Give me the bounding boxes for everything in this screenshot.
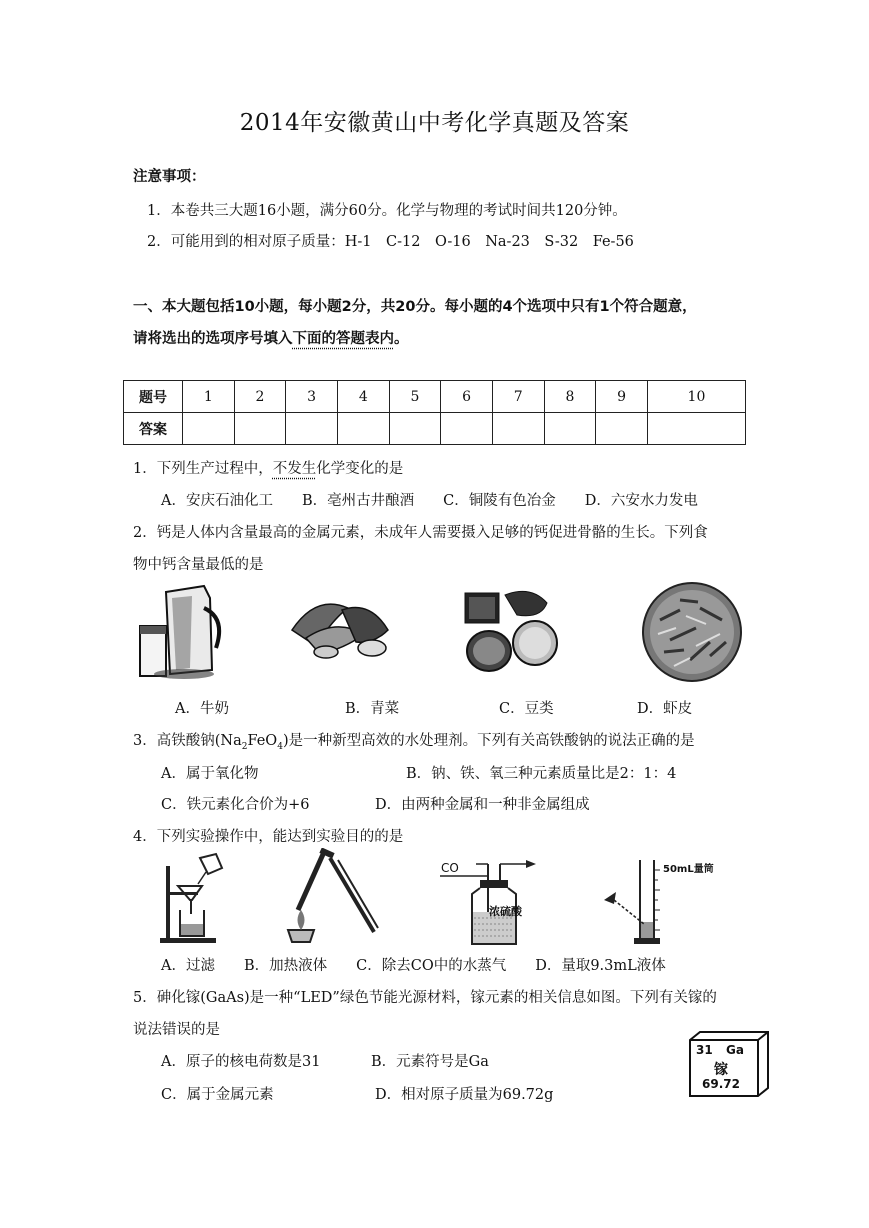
q3-stem-end: )是一种新型高效的水处理剂。下列有关高铁酸钠的说法正确的是 <box>282 733 695 749</box>
shrimp-skin-image <box>640 580 744 684</box>
q3-option-b: B．钠、铁、氧三种元素质量比是2：1：4 <box>406 766 677 782</box>
answer-cell[interactable] <box>183 413 235 445</box>
answer-cell[interactable] <box>544 413 596 445</box>
q3-subscript: 4 <box>277 741 283 752</box>
page-title: 2014年安徽黄山中考化学真题及答案 <box>239 110 630 136</box>
answer-cell[interactable] <box>492 413 544 445</box>
q1-emphasis: 不发生 <box>272 461 317 477</box>
q3-option-d: D．由两种金属和一种非金属组成 <box>375 797 590 813</box>
milk-image <box>132 578 228 682</box>
fig-acid-label: 浓硫酸 <box>489 905 522 918</box>
q5-option-c: C．属于金属元素 <box>161 1087 274 1103</box>
q3-stem-text: 3．高铁酸钠(Na <box>133 733 242 749</box>
q3-formula: FeO <box>247 733 278 749</box>
q3-subscript: 2 <box>241 741 248 752</box>
fig-co-label: CO <box>441 861 459 875</box>
answer-cell[interactable] <box>234 413 286 445</box>
question-number: 9 <box>596 381 648 413</box>
q3-option-a: A．属于氧化物 <box>161 766 259 782</box>
q3-stem <box>133 729 695 752</box>
question-number: 8 <box>544 381 596 413</box>
question-number: 4 <box>337 381 389 413</box>
row-head-number: 题号 <box>124 381 183 413</box>
periodic-element-cell <box>688 1030 770 1098</box>
q1-stem-text: 1．下列生产过程中， <box>133 461 273 477</box>
answer-cell[interactable] <box>286 413 338 445</box>
answer-table-answer-row <box>124 413 746 445</box>
q2-stem-line1: 2．钙是人体内含量最高的金属元素，未成年人需要摄入足够的钙促进骨骼的生长。下列食 <box>133 525 708 541</box>
notice-item-1: 1．本卷共三大题16小题，满分60分。化学与物理的考试时间共120分钟。 <box>147 203 627 219</box>
q5-option-b: B．元素符号是Ga <box>371 1054 489 1070</box>
instruction-end: 。 <box>394 331 409 347</box>
answer-cell[interactable] <box>389 413 441 445</box>
question-number: 2 <box>234 381 286 413</box>
element-number: 31 <box>696 1043 713 1057</box>
row-head-answer: 答案 <box>124 413 183 445</box>
section1-instruction-line1: 一、本大题包括10小题，每小题2分，共20分。每小题的4个选项中只有1个符合题意， <box>133 299 697 315</box>
question-number: 7 <box>492 381 544 413</box>
instruction-text: 请将选出的选项序号填入 <box>133 331 293 347</box>
question-number: 5 <box>389 381 441 413</box>
element-name: 镓 <box>714 1062 728 1078</box>
q4-stem: 4．下列实验操作中，能达到实验目的的是 <box>133 829 404 845</box>
q2-option-d: D．虾皮 <box>637 701 693 717</box>
q5-option-a: A．原子的核电荷数是31 <box>161 1054 321 1070</box>
instruction-emphasis: 下面的答题表内 <box>292 331 394 347</box>
element-mass: 69.72 <box>702 1077 740 1091</box>
question-number: 10 <box>647 381 745 413</box>
answer-cell[interactable] <box>441 413 493 445</box>
q1-options: A．安庆石油化工 B．亳州古井酿酒 C．铜陵有色冶金 D．六安水力发电 <box>161 493 698 509</box>
greens-image <box>286 590 392 662</box>
q2-option-c: C．豆类 <box>499 701 554 717</box>
q1-stem-end: 化学变化的是 <box>316 461 404 477</box>
notice-heading: 注意事项： <box>133 169 206 185</box>
q5-stem-line1: 5．砷化镓(GaAs)是一种“LED”绿色节能光源材料，镓元素的相关信息如图。下列有关镓的 <box>133 990 717 1006</box>
q2-option-a: A．牛奶 <box>175 701 229 717</box>
question-number: 3 <box>286 381 338 413</box>
filtration-apparatus-image <box>158 852 228 944</box>
q4-options: A．过滤 B．加热液体 C．除去CO中的水蒸气 D．量取9.3mL液体 <box>161 958 666 974</box>
answer-cell[interactable] <box>596 413 648 445</box>
answer-table <box>123 380 746 445</box>
beans-image <box>461 585 563 681</box>
heating-liquid-image <box>284 848 380 946</box>
q5-option-d: D．相对原子质量为69.72g <box>375 1087 554 1103</box>
notice-item-2: 2．可能用到的相对原子质量：H-1 C-12 O-16 Na-23 S-32 Fe-56 <box>147 234 634 250</box>
answer-table-number-row <box>124 381 746 413</box>
q1-stem <box>133 457 403 478</box>
question-number: 1 <box>183 381 235 413</box>
question-number: 6 <box>441 381 493 413</box>
q3-option-c: C．铁元素化合价为+6 <box>161 797 310 813</box>
answer-cell[interactable] <box>337 413 389 445</box>
fig-cylinder-label: 50mL量筒 <box>663 864 714 875</box>
section1-instruction-line2 <box>133 327 409 348</box>
q2-option-b: B．青菜 <box>345 701 400 717</box>
q5-stem-line2: 说法错误的是 <box>133 1022 220 1038</box>
element-symbol: Ga <box>726 1043 744 1057</box>
answer-cell[interactable] <box>647 413 745 445</box>
q2-stem-line2: 物中钙含量最低的是 <box>133 557 264 573</box>
